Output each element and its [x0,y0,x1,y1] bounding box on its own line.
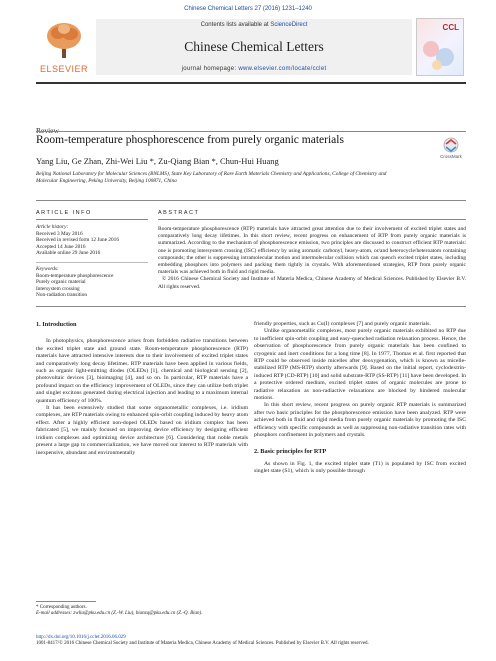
corresponding-footnote [36,605,248,618]
availability-text: Contents lists available at [200,22,271,28]
author-affiliation: Beijing National Laboratory for Molecular Sciences (BNLMS), State Key Laboratory of Rare Earth Materials Chemistry and Applications, College of Chemistry and Molecular Engineering, Peking University, Beijing 100871, China [36,171,387,184]
keyword: Intersystem crossing [36,285,80,292]
page-footer [36,635,466,648]
journal-citation: Chinese Chemical Letters 27 (2016) 1231–1240 [184,6,312,12]
footnote-title: * Corresponding authors. [36,605,87,610]
abstract-end-divider [36,306,466,307]
title-divider [36,131,466,132]
body-paragraph: Unlike organometallic complexes, most purely organic materials exhibited no RTP due to inefficient spin-orbit coupling and easy-quenched radiation relaxation process. Hence, the observation of phosphorescence from purely organic materials has been confined to cryogenic and inert conditions for a long time [8]. In 1977, Thomas et al. first reported that RTP could be observed inside micelles after deoxygenation, which is known as micelle-stabilized RTP (MS-RTP) shortly afterwards [9]. Based on the initial report, cyclodextrin-induced RTP (CD-RTP) [10] and solid substrate-RTP (SS-RTP) [11] have been developed. In a protective ordered medium, excited triplet states of organic molecules are prone to radiative relaxation as non-radiactive relaxations are blocked by hindered molecular motions. [254,328,466,402]
section-2-heading: 2. Basic principles for RTP [254,447,327,455]
abstract-divider [158,219,466,220]
footnote-emails: E-mail addresses: zwliu@pku.edu.cn (Z.-W. Liu), bianzq@pku.edu.cn (Z.-Q. Bian). [36,611,203,617]
publisher-name: ELSEVIER [39,64,89,74]
author-list: Yang Liu, Ge Zhan, Zhi-Wei Liu *, Zu-Qiang Bian *, Chun-Hui Huang [36,156,279,166]
history-label: Article history: [36,224,69,230]
issn-copyright: 1001-8417/© 2016 Chinese Chemical Society and Institute of Materia Medica, Chinese Academy of Medical Sciences. Published by Elsevier B.V. All rights reserved. [36,641,369,647]
article-info-heading: ARTICLE INFO [36,210,92,216]
article-title: Room-temperature phosphorescence from purely organic materials [36,134,344,146]
keywords-divider [36,262,148,263]
body-left-column [36,321,248,457]
keyword: Non-radiation transition [36,292,88,299]
homepage-label: journal homepage: [181,66,239,72]
history-revised: Received in revised form 12 June 2016 [36,237,119,244]
keyword: Purely organic material [36,279,86,286]
body-paragraph: In photophysics, phosphorescence arises from forbidden radiative transitions between the excited triplet state and ground state. Room-temperature phosphorescence (RTP) materials have attracted intensive interests due to their involvement of excited triplet states and comparatively long decay lifetimes. RTP materials have been applied in various fields, such as organic light-emitting diodes (OLEDs) [1], chemical and biological sensing [2], photovoltaic devices [3], bioimaging [4], and so on. In particular, RTP materials have a profound impact on the efficiency improvement of OLEDs, since they can utilize both triplet and singlet excitons generated during electrical injection and leading to a maximum internal quantum efficiency of 100%. [36,338,248,404]
footnote-divider [36,601,96,602]
sciencedirect-link[interactable]: ScienceDirect [270,22,308,28]
elsevier-tree-icon [44,20,84,60]
abstract-heading: ABSTRACT [158,210,200,216]
abstract-copyright: © 2016 Chinese Chemical Society and Institute of Materia Medica, Chinese Academy of Medical Sciences. Published by Elsevier B.V. All rights reserved. [158,276,466,290]
body-right-column [254,321,466,476]
history-online: Available online 29 June 2016 [36,250,101,257]
crossmark-badge[interactable] [436,136,466,162]
history-accepted: Accepted 14 June 2016 [36,243,86,250]
homepage-link[interactable]: www.elsevier.com/locate/cclet [238,66,327,72]
journal-title: Chinese Chemical Letters [184,39,324,54]
doi-link[interactable]: http://dx.doi.org/10.1016/j.cclet.2016.06.029 [36,635,126,640]
keywords-label: Keywords: [36,266,59,272]
keywords-block [36,266,148,299]
introduction-heading: 1. Introduction [36,321,77,328]
body-paragraph: It has been extensively studied that some organometallic complexes, i.e. iridium complexes, are RTP materials owing to enhanced spin-orbit coupling induced by heavy atom effect. After a highly efficient non-doped OLEDs based on iridium complex has been fabricated [5], we mainly focused on improving device efficiency by designing efficient iridium complexes and optimizing device architecture [6]. Considering that noble metals present a large gap to commercialization, we have moved our interest to RTP materials with inexpensive, abundant and environmentally [36,405,248,456]
body-paragraph: As shown in Fig. 1, the excited triplet state (T1) is populated by ISC from excited singlet state (S1), which is only possible through [254,460,466,475]
elsevier-logo [36,16,92,78]
article-history [36,224,148,257]
history-received: Received 3 May 2016 [36,230,83,237]
affiliation-divider [36,200,466,201]
cover-label: CCL [442,23,459,32]
abstract-text: Room-temperature phosphorescence (RTP) materials have attracted great attention due to their involvement of excited triplet states and comparatively long decay lifetimes. In this short review, recent progress on enhancement of RTP from purely organic materials is summarized. According to the mechanism of phosphorescence emission, two principles are discussed to construct efficient RTP materials: one is promoting intersystem crossing (ISC) efficiency by using aromatic carbonyl, heavy-atom, or/and heterocycle/heteroatom containing compounds; the other is suppressing intramolecular motion and intermolecular collision which can quench excited triplet states, including embedding phosphors into polymers and packing them tightly in crystals. With aforementioned strategies, RTP from purely organic materials was achieved both in fluid and rigid media. [158,226,466,276]
contents-availability [96,22,412,28]
crossmark-label: CrossMark [440,154,462,159]
abstract-body [158,226,466,291]
body-paragraph: friendly properties, such as Cu(I) complexes [7] and purely organic materials. [254,321,431,327]
keyword: Room-temperature phosphorescence [36,272,114,279]
article-info-divider [36,219,148,220]
journal-homepage [96,66,412,72]
journal-cover-thumbnail [416,18,464,76]
header-divider [36,82,466,84]
body-paragraph: In this short review, recent progress on purely organic RTP materials is summarized after two basic principles for the phosphorescence emission have been analyzed. RTP were achieved both in fluid and rigid media from purely organic materials by promoting the ISC efficiency with specific compounds as well as suppressing non-radiative transition rates with phosphors confinement in polymers and crystals. [254,402,466,439]
